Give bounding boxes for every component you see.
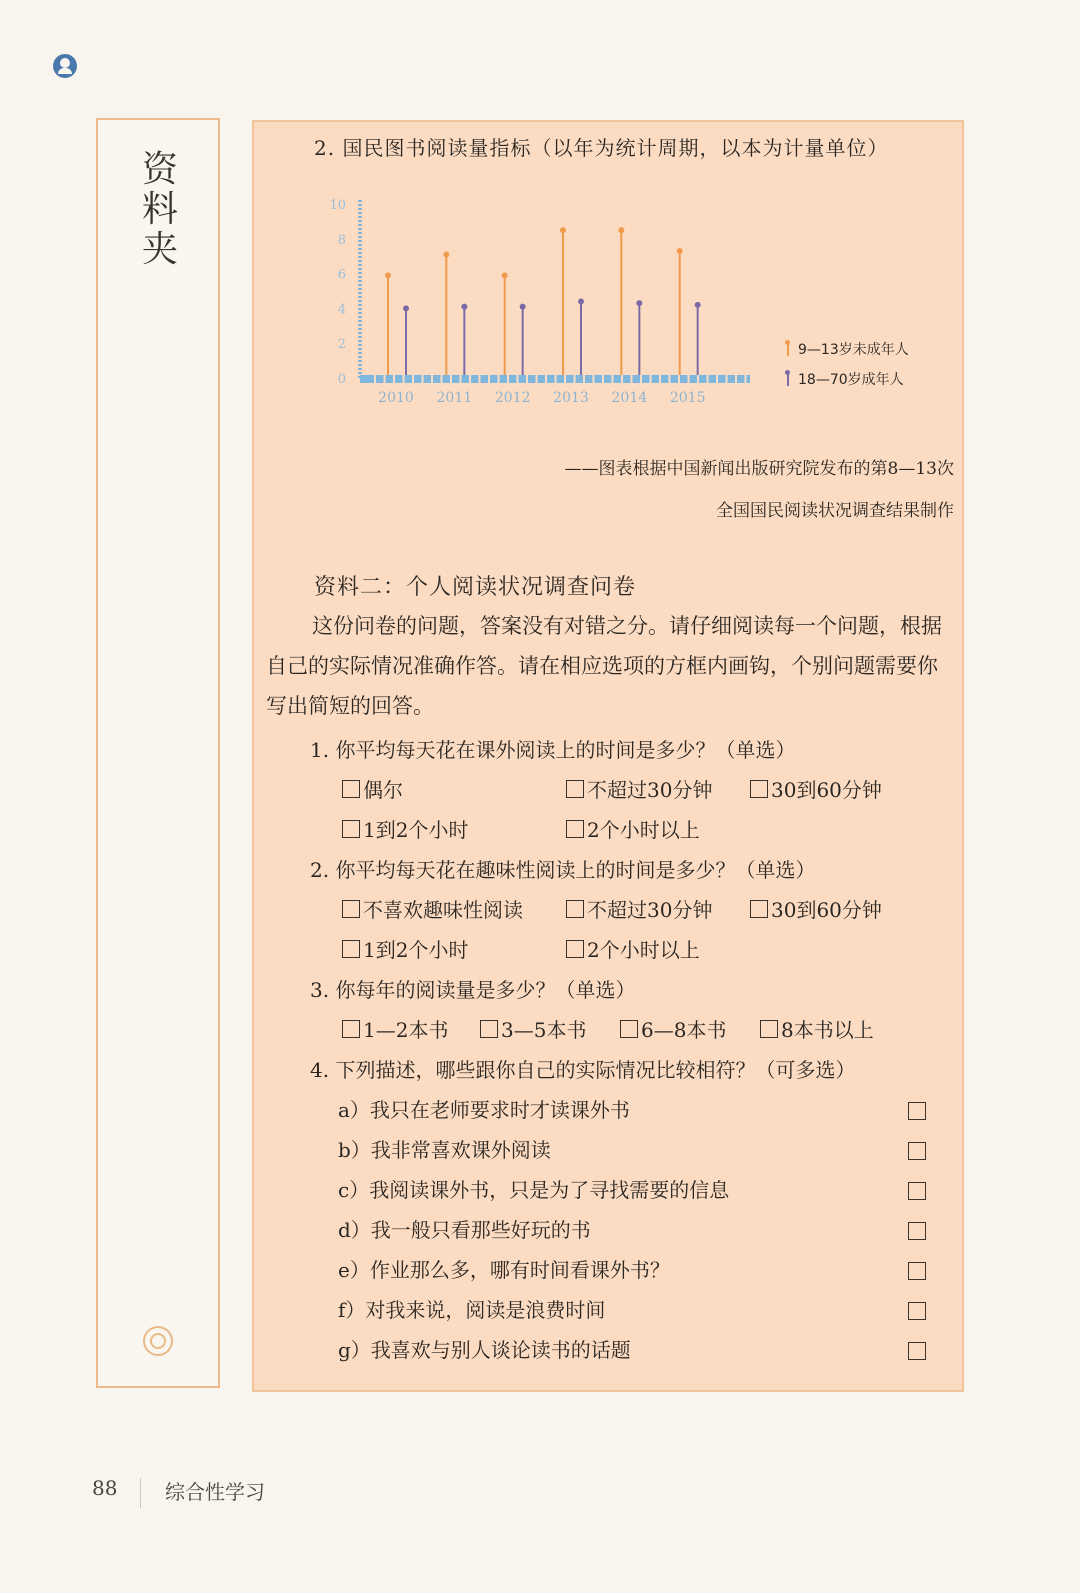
x-axis-tick <box>688 375 690 383</box>
checkbox-icon[interactable] <box>620 1020 638 1038</box>
bar-point <box>695 302 701 308</box>
decorative-circle-icon <box>143 1326 173 1356</box>
checkbox-icon[interactable] <box>480 1020 498 1038</box>
checkbox-icon[interactable] <box>760 1020 778 1038</box>
page-number: 88 <box>92 1476 118 1500</box>
q1-option[interactable] <box>342 814 468 843</box>
x-axis-tick <box>545 375 547 383</box>
source-note-line2: 全国国民阅读状况调查结果制作 <box>716 501 954 521</box>
question-1: 1. 你平均每天花在课外阅读上的时间是多少？（单选） <box>310 738 796 762</box>
q3-option[interactable] <box>620 1014 726 1043</box>
option-label: 6—8本书 <box>641 1018 727 1042</box>
sidebar-title-char: 资 <box>141 149 178 190</box>
q1-option[interactable] <box>750 774 882 803</box>
option-label: 不超过30分钟 <box>587 778 713 802</box>
x-axis-tick <box>707 375 709 383</box>
intro-text: 这份问卷的问题，答案没有对错之分。请仔细阅读每一个问题，根据自己的实际情况准确作答。请在相应选项的方框内画钩，个别问题需要你写出简短的回答。 <box>266 614 942 718</box>
q2-option[interactable] <box>342 894 523 923</box>
content-panel <box>252 120 964 1392</box>
bar-point <box>520 304 526 310</box>
q2-option[interactable] <box>750 894 882 923</box>
x-axis-tick <box>507 375 509 383</box>
x-axis-tick <box>422 375 424 383</box>
bar-point <box>502 272 508 278</box>
checkbox-icon[interactable] <box>750 780 768 798</box>
option-label: 3—5本书 <box>501 1018 587 1042</box>
option-label: 不喜欢趣味性阅读 <box>363 898 523 922</box>
x-axis-tick <box>555 375 557 383</box>
x-axis-tick <box>669 375 671 383</box>
y-tick-label: 8 <box>337 232 346 248</box>
option-label: 8本书以上 <box>781 1018 874 1042</box>
x-axis-tick <box>431 375 433 383</box>
x-axis-tick <box>726 375 728 383</box>
y-tick-label: 2 <box>337 337 346 353</box>
x-axis-tick <box>403 375 405 383</box>
source-note-line1: ——图表根据中国新闻出版研究院发布的第8—13次 <box>564 459 954 479</box>
x-axis-tick <box>469 375 471 383</box>
q3-option[interactable] <box>342 1014 448 1043</box>
legend-item-minor <box>782 334 909 364</box>
checkbox-icon[interactable] <box>566 780 584 798</box>
checkbox-icon[interactable] <box>908 1342 926 1360</box>
x-axis-tick <box>384 375 386 383</box>
x-axis-tick <box>574 375 576 383</box>
checkbox-icon[interactable] <box>342 780 360 798</box>
x-axis-tick <box>393 375 395 383</box>
x-tick-label: 2014 <box>611 390 648 406</box>
sidebar-title <box>140 150 180 270</box>
x-axis-tick <box>374 375 376 383</box>
x-tick-label: 2015 <box>669 390 706 406</box>
x-axis-tick <box>488 375 490 383</box>
checkbox-icon[interactable] <box>908 1222 926 1240</box>
option-label: 不超过30分钟 <box>587 898 713 922</box>
question-4: 4. 下列描述，哪些跟你自己的实际情况比较相符？（可多选） <box>310 1058 856 1082</box>
checkbox-icon[interactable] <box>342 820 360 838</box>
q1-option[interactable] <box>342 774 403 803</box>
x-axis-tick <box>412 375 414 383</box>
checkbox-icon[interactable] <box>566 900 584 918</box>
option-label: 2个小时以上 <box>587 818 700 842</box>
checkbox-icon[interactable] <box>566 820 584 838</box>
option-label: 1—2本书 <box>363 1018 449 1042</box>
chart-legend <box>782 334 909 394</box>
legend-marker-icon <box>782 370 792 388</box>
option-label: 偶尔 <box>363 778 403 802</box>
x-axis-tick <box>650 375 652 383</box>
sidebar-tab <box>96 118 220 1388</box>
footer-title: 综合性学习 <box>165 1480 265 1504</box>
q3-option[interactable] <box>480 1014 586 1043</box>
q2-option[interactable] <box>566 934 700 963</box>
option-label: 1到2个小时 <box>363 818 469 842</box>
x-axis-tick <box>602 375 604 383</box>
checkbox-icon[interactable] <box>908 1102 926 1120</box>
x-axis-tick <box>526 375 528 383</box>
statement-b: b）我非常喜欢课外阅读 <box>338 1138 551 1162</box>
option-label: 2个小时以上 <box>587 938 700 962</box>
statement-a: a）我只在老师要求时才读课外书 <box>338 1098 630 1122</box>
bar-point <box>618 227 624 233</box>
x-tick-label: 2013 <box>553 390 589 406</box>
checkbox-icon[interactable] <box>908 1302 926 1320</box>
statement-g: g）我喜欢与别人谈论读书的话题 <box>338 1338 631 1362</box>
bar-point <box>461 304 467 310</box>
x-axis-tick <box>697 375 699 383</box>
x-axis-tick <box>735 375 737 383</box>
bar-point <box>677 248 683 254</box>
x-tick-label: 2012 <box>494 390 531 406</box>
x-axis-tick <box>564 375 566 383</box>
q2-option[interactable] <box>566 894 712 923</box>
bar-point <box>636 300 642 306</box>
x-axis-tick <box>745 375 747 383</box>
x-axis-tick <box>659 375 661 383</box>
option-label: 30到60分钟 <box>771 898 882 922</box>
x-tick-label: 2011 <box>436 390 473 406</box>
checkbox-icon[interactable] <box>908 1262 926 1280</box>
x-axis-tick <box>593 375 595 383</box>
statement-e: e）作业那么多，哪有时间看课外书？ <box>338 1258 670 1282</box>
x-axis-tick <box>441 375 443 383</box>
checkbox-icon[interactable] <box>342 900 360 918</box>
x-axis-tick <box>640 375 642 383</box>
bar-point <box>578 298 584 304</box>
legend-label: 18—70岁成年人 <box>798 372 904 388</box>
checkbox-icon[interactable] <box>908 1142 926 1160</box>
publisher-logo-icon <box>53 54 77 78</box>
statement-f: f）对我来说，阅读是浪费时间 <box>338 1298 606 1322</box>
q1-option[interactable] <box>566 774 712 803</box>
bar-point <box>443 251 449 257</box>
y-tick-label: 10 <box>329 198 346 213</box>
q2-option[interactable] <box>342 934 468 963</box>
x-axis-tick <box>631 375 633 383</box>
x-tick-label: 2010 <box>378 390 414 406</box>
x-axis-tick <box>678 375 680 383</box>
checkbox-icon[interactable] <box>566 940 584 958</box>
x-axis-tick <box>479 375 481 383</box>
section-heading: 资料二：个人阅读状况调查问卷 <box>314 575 637 600</box>
y-tick-label: 4 <box>337 302 346 318</box>
option-label: 1到2个小时 <box>363 938 469 962</box>
checkbox-icon[interactable] <box>908 1182 926 1200</box>
x-axis-tick <box>498 375 500 383</box>
x-axis-tick <box>450 375 452 383</box>
checkbox-icon[interactable] <box>342 1020 360 1038</box>
x-axis-tick <box>621 375 623 383</box>
x-axis-tick <box>583 375 585 383</box>
footer-divider <box>140 1478 141 1508</box>
y-tick-label: 6 <box>337 267 346 283</box>
q1-option[interactable] <box>566 814 700 843</box>
bar-point <box>385 272 391 278</box>
option-label: 30到60分钟 <box>771 778 882 802</box>
bar-point <box>560 227 566 233</box>
statement-d: d）我一般只看那些好玩的书 <box>338 1218 591 1242</box>
legend-label: 9—13岁未成年人 <box>798 342 909 358</box>
question-3: 3. 你每年的阅读量是多少？（单选） <box>310 978 636 1002</box>
y-tick-label: 0 <box>337 372 346 387</box>
x-axis-tick <box>460 375 462 383</box>
checkbox-icon[interactable] <box>342 940 360 958</box>
q3-option[interactable] <box>760 1014 874 1043</box>
x-axis-tick <box>612 375 614 383</box>
x-axis-tick <box>536 375 538 383</box>
statement-c: c）我阅读课外书，只是为了寻找需要的信息 <box>338 1178 730 1202</box>
intro-paragraph <box>266 606 956 726</box>
question-2: 2. 你平均每天花在趣味性阅读上的时间是多少？（单选） <box>310 858 816 882</box>
chart-heading: 2. 国民图书阅读量指标（以年为统计周期，以本为计量单位） <box>314 136 889 160</box>
sidebar-title-char: 夹 <box>141 229 178 270</box>
checkbox-icon[interactable] <box>750 900 768 918</box>
legend-item-adult <box>782 364 909 394</box>
x-axis-tick <box>716 375 718 383</box>
legend-marker-icon <box>782 340 792 358</box>
bar-point <box>403 305 409 311</box>
sidebar-title-char: 料 <box>141 189 178 230</box>
x-axis-tick <box>517 375 519 383</box>
